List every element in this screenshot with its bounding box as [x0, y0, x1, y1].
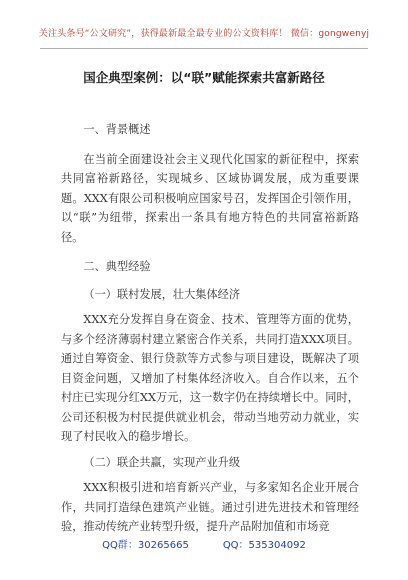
document-title: 国企典型案例：以“联”赋能探索共富新路径: [83, 70, 325, 85]
qq-number: QQ：535304092: [222, 540, 306, 551]
header-divider: [40, 48, 368, 49]
subheading-village-development: （一）联村发展，壮大集体经济: [83, 287, 241, 301]
qq-group-number: QQ群：30265665: [102, 540, 189, 551]
paragraph-background: 在当前全面建设社会主义现代化国家的新征程中，探索共同富裕新路径，实现城乡、区域协调发展，成为重要课题。XXX有限公司积极响应国家号召，发挥国企引领作用，以“联”为纽带，探索出一条具有地方特色的共同富裕新路径。: [61, 152, 359, 244]
document-body: [61, 120, 359, 537]
paragraph-village-development: XXX充分发挥自身在资金、技术、管理等方面的优势，与多个经济薄弱村建立紧密合作关系，共同打造XXX项目。通过自筹资金、银行贷款等方式参与项目建设，既解决了项目资金问题，又增加了村集体经济收入。自合作以来，五个村庄已实现分红XX万元，这一数字仍在持续增长中。同时，公司还积极为村民提供就业机会，带动当地劳动力就业，实现了村民收入的稳步增长。: [61, 313, 359, 443]
contact-footer: [0, 536, 408, 551]
subheading-enterprise-cooperation: （二）联企共赢，实现产业升级: [83, 455, 241, 469]
section-heading-background: 一、背景概述: [83, 123, 151, 136]
promo-banner: 关注头条号“公文研究”，获得最新最全最专业的公文资料库！ 微信：gongwenyj: [38, 29, 370, 39]
paragraph-enterprise-cooperation: XXX积极引进和培育新兴产业，与多家知名企业开展合作，共同打造绿色建筑产业链。通过引进先进技术和管理经验，推动传统产业转型升级，提升产品附加值和市场竞: [61, 481, 359, 533]
section-heading-experience: 二、典型经验: [83, 260, 151, 273]
